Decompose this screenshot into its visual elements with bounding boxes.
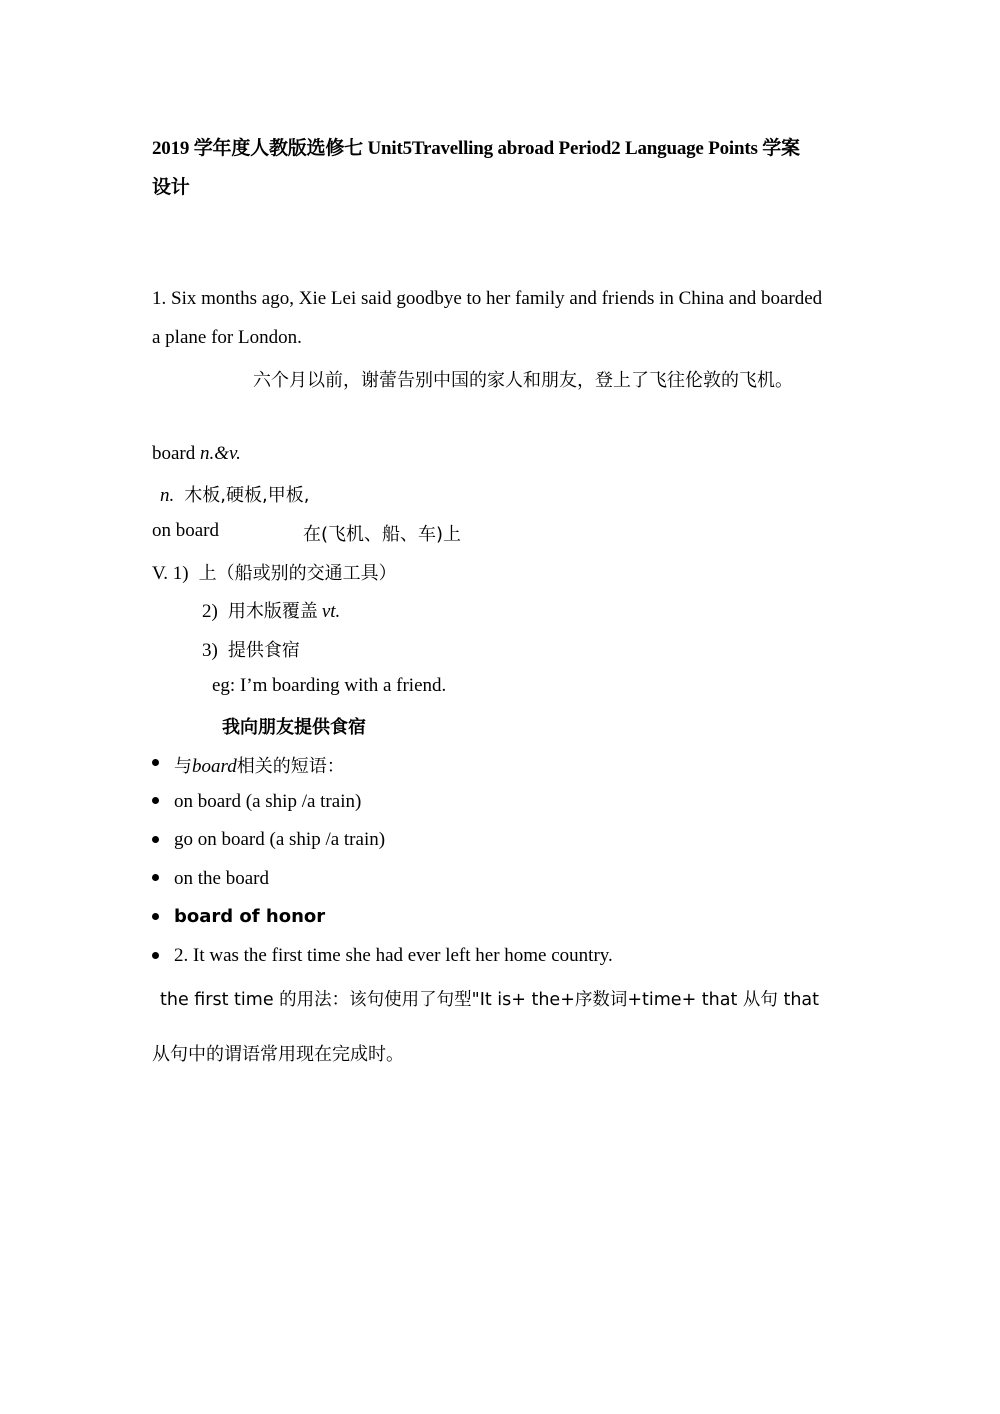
bullet-dot	[152, 759, 159, 766]
vocab-pos: n.&v.	[200, 443, 241, 464]
usage-explanation-line-2: 从句中的谓语常用现在完成时。	[152, 1044, 404, 1065]
bullet-dot	[152, 797, 159, 804]
noun-meaning: 木板,硬板,甲板,	[184, 485, 310, 506]
phrases-heading-prefix: 与	[174, 756, 192, 777]
verb-meaning-2: 用木版覆盖	[227, 601, 318, 622]
sentence-2: 2. It was the first time she had ever left her home country.	[174, 945, 613, 966]
sentence-1-translation: 六个月以前，谢蕾告别中国的家人和朋友，登上了飞往伦敦的飞机。	[253, 370, 793, 391]
sentence-1-line-1: 1. Six months ago, Xie Lei said goodbye to her family and friends in China and boarded	[152, 288, 823, 309]
document-title-line-1: 2019 学年度人教版选修七 Unit5Travelling abroad Period2 Language Points 学案	[152, 138, 800, 159]
bullet-dot	[152, 874, 159, 881]
verb-label: V. 1)	[152, 563, 189, 584]
phrase-item: board of honor	[174, 906, 326, 927]
verb-meaning-3-line	[202, 636, 300, 662]
bullet-dot	[152, 836, 159, 843]
vocab-word-line	[152, 443, 241, 465]
phrase-item: on the board	[174, 868, 269, 889]
phrase-on-board: on board	[152, 520, 220, 541]
verb-num-2: 2)	[202, 601, 218, 622]
example-sentence: eg: I’m boarding with a friend.	[212, 675, 447, 696]
verb-meaning-2-line	[202, 597, 340, 623]
verb-num-3: 3)	[202, 640, 218, 661]
vocab-word: board	[152, 443, 196, 464]
usage-explanation-line-1: the first time 的用法：该句使用了句型"It is+ the+序数词+time+ that 从句 that	[160, 990, 819, 1010]
verb-meaning-3: 提供食宿	[227, 640, 300, 661]
phrases-heading-suffix: 相关的短语：	[236, 756, 345, 777]
phrases-heading	[174, 752, 345, 778]
verb-pos-2: vt.	[321, 601, 341, 622]
phrase-item: go on board (a ship /a train)	[174, 829, 386, 850]
document-title-line-2: 设计	[152, 177, 190, 198]
bullet-dot	[152, 952, 159, 959]
verb-meaning-1: 上（船或别的交通工具）	[198, 563, 397, 584]
phrase-item: on board (a ship /a train)	[174, 791, 362, 812]
phrase-on-board-meaning: 在(飞机、船、车)上	[303, 524, 462, 545]
noun-label: n.	[160, 485, 175, 506]
phrases-heading-word: board	[192, 756, 237, 777]
verb-meaning-1-line	[152, 559, 397, 585]
noun-meaning-line	[160, 481, 309, 507]
bullet-dot	[152, 913, 159, 920]
sentence-1-line-2: a plane for London.	[152, 327, 302, 348]
example-translation: 我向朋友提供食宿	[222, 717, 366, 738]
